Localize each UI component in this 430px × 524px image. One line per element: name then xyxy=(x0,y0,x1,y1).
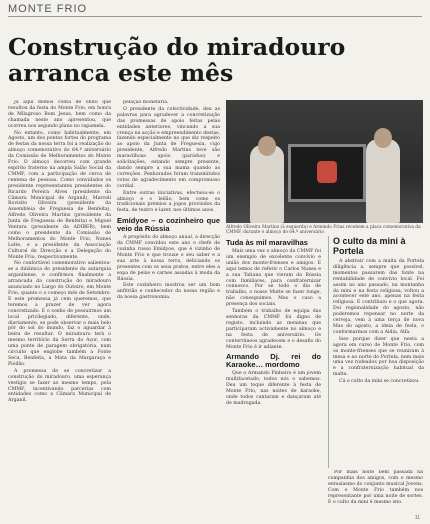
column-1 xyxy=(8,100,111,518)
paragraph: Este cozinheiro mostrou ser um bom anfitrião e conhecedor da nossa região e da nossa gastronomia. xyxy=(117,283,220,301)
paragraph: Por mais noite bem passada na companhia dos amigos, com o mesmo entusiasmo do conjunto musical Jovens. Com o Monte Frio também nos representante por uma noite de sortes. E o culto da mini é mesmo isto. xyxy=(328,470,423,505)
paragraph: pelação monetária. xyxy=(123,100,169,105)
person-head xyxy=(374,128,392,148)
sidebar-box xyxy=(328,236,424,468)
paragraph: A propósito do almoço anual, a direcção da CMMF convidou este ano o chefe de cozinha russo Emídyoe, que é vizinho de Monte Frio e que trouxe o seu saber e a sua arte à nossa terra, deliciando os presentes com os seus pratos, entre eles a sopa de peixe e carnes assadas à moda da Rússia. xyxy=(117,235,220,282)
paragraph: No entanto, como habitualmente, em Agosto, um dos pontos fortes do programa de festas da nossa terra foi a realização do almoço comemorativo do 64.º aniversário da Comissão de Melhoramentos do Monte Frio. O almoço decorreu com grande espírito fraterno na ampla Salão Social da CMMF, com a participação de cerca de centena de pessoas. Como convidados os presidente representantes presidentes do Ricardo Pereira Alves (presidente da Câmara Municipal de Arganil), Marceli Rovisito Oliveira (presidente da Assembleia de Freguesia de Benfeita), Alfredo Oliveira Martins (presidente da Junta de Freguesia de Benfeita) e Miguel Ventura (presidente da ADIBER), bem como o presidente da Comissão de Melhoramentos do Monte Frio, Nunes Leite, e a presidente da Associação Cultural de Direcção e a Delegação do Monte Frio, respectivamente. xyxy=(8,130,111,260)
paragraph: Entre outras iniciativas, efectuou-se o almoço e o leilão, bem como os tradicionais prémios a jogos provindos da festa, de teatro e lazer, nos últimos anos. xyxy=(117,190,220,214)
column-2 xyxy=(117,100,220,518)
event-photo xyxy=(226,100,423,223)
commemorative-plaque xyxy=(288,144,366,202)
person-figure xyxy=(250,145,284,223)
column-3 xyxy=(226,236,321,518)
paragraph: Mais uma vez o almoço da CMMF foi um exemplo de excelente convívio e união dos monte-frienses e amigos. E aqui temos de referir o Carlos Nunes e a sua Tatiana que vieram da Rússia com familiares, para confraternizar connosco. Por se todo o dia de trabalho, o nosso Mutte se fazer longe, não conseguimos. Mas o caso a presença dos sociais. xyxy=(226,249,321,308)
paragraph: A promessa de se concretizar a construção do miradouro, uma esperança vestígio se fazer ao mesmo tempo, pela CMMF, incentivando parcerias com entidades como a Câmara Municipal de Arganil. xyxy=(8,368,111,404)
paragraph: Que o Armando Pinheiro é um jovem multifacetado, todos nós o sabemos. Deu um toque diferente à festa de Monte Frio, nas noites de karaoke, onde todos cantaram e dançaram até de madrugada. xyxy=(226,371,321,406)
paragraph: Isso porque dizer que nesta a agora em curso de Monte Frio, com os monte-frienses que se reuniram à mesa e ao norte do Portela, nem mais uma vez rodeados por boa disposição e a confraternização habitual da malta. xyxy=(333,336,424,378)
sidebar-title: O culto da mini à Portela xyxy=(333,236,406,256)
paragraph: A abstrair com a malta da Portela diligência a, sempre que possível, momentos passarem das fonte na rentabilidade de convívio local. Foi assim no ano passado, na montanha da mini e na festa religiosa, voltou a acontecer este ano, apenas na festa religiosa. E contribuiu e o que agora. Doi regionalidade do agosto, não poderemos repensar no norte da cerveja, vem à uma terça de nova Mas do agosto, a ideia de festa, o conformarmos com a Aidia, Alfa. xyxy=(333,259,424,335)
section-label: MONTE FRIO xyxy=(8,3,88,15)
photo-caption: Alfredo Oliveira Martins (à esquerda) e Armindo Frias recebem a placa comemorativa da CMMF, durante o almoço do 64.º aniversário xyxy=(226,225,421,236)
person-head xyxy=(258,136,276,156)
emblem-icon xyxy=(317,161,337,183)
paragraph: No confortável comemorativo salientou-se a dinâmica do presidente da autarquia arganilense, e confirmou finalmente a arrancada da construção do miradouro anunciado no Largo do Outeiro, em Monte Frio, quanto o o começo mês de Setembro. E este promessa já cem queremos, que teremos a prazer de ver agora concretizado. E o sonho de possuirmos um local privilegiado, diferente, onde, diariamente, se pode observar o mais belo pôr do sol do mundo, faz o aguardar à beira de resultar. O miradouro terá o mesmo território da Serra do Açor, com uma ponte de paragem obrigatória, num circuito que englobe também a Fonte Seca, Benfeita, a Mata da Margaraça e Piódão. xyxy=(8,261,111,367)
top-rule xyxy=(8,16,422,17)
page-number: 11 xyxy=(414,515,420,521)
paragraph: O presidente da colectividade, deu as palavras para agradecer a concretização das promessas de apoio feitas pelas entidades anteriores, vincando a sua crença na acção e empreendimento destas, fazendo especialmente no que diz respeito ao apoio da Junta de Freguesia, cujo presidente, Alfredo Martins teve são maravilhosa apoio (paráduo) e solicitações, estando sempre presente, dando sempre a sua mama quando as correções. Penhorados foram transmitidos votos de agradecimento em compromisso cordial. xyxy=(117,106,220,189)
paragraph: Já aqui demos conta de óbito que resultou da festa do Monte Frio, em honra de Milagroso Bom Jesus, bem como da chamada neste ano apresentou, que ocorreu nos segundo plano no rapamela. xyxy=(8,100,111,129)
column-4 xyxy=(328,470,423,518)
headline: Construção do miradouro arranca este mês xyxy=(8,32,346,87)
subheading: Armando Dj. rei do Karaoke… mordomo xyxy=(226,352,321,370)
subheading: Emídyoe – o cozinheiro que veio da Rússia xyxy=(117,216,220,234)
paragraph: Cá o culto da mini se concretizou. xyxy=(339,379,420,385)
subheading: Tuda às mil maravilhas xyxy=(226,238,308,247)
paragraph: Também o trabalho de equipa das senhoras da CMMF foi digno de registo, incluindo as meninas que participaram activamente no almoço e na festa de aniversário. Os conterrâneos agradecem e o desafio do Monte Frio é ir adiante. xyxy=(226,309,321,350)
sidebar-text xyxy=(333,259,424,385)
person-figure xyxy=(366,139,400,223)
